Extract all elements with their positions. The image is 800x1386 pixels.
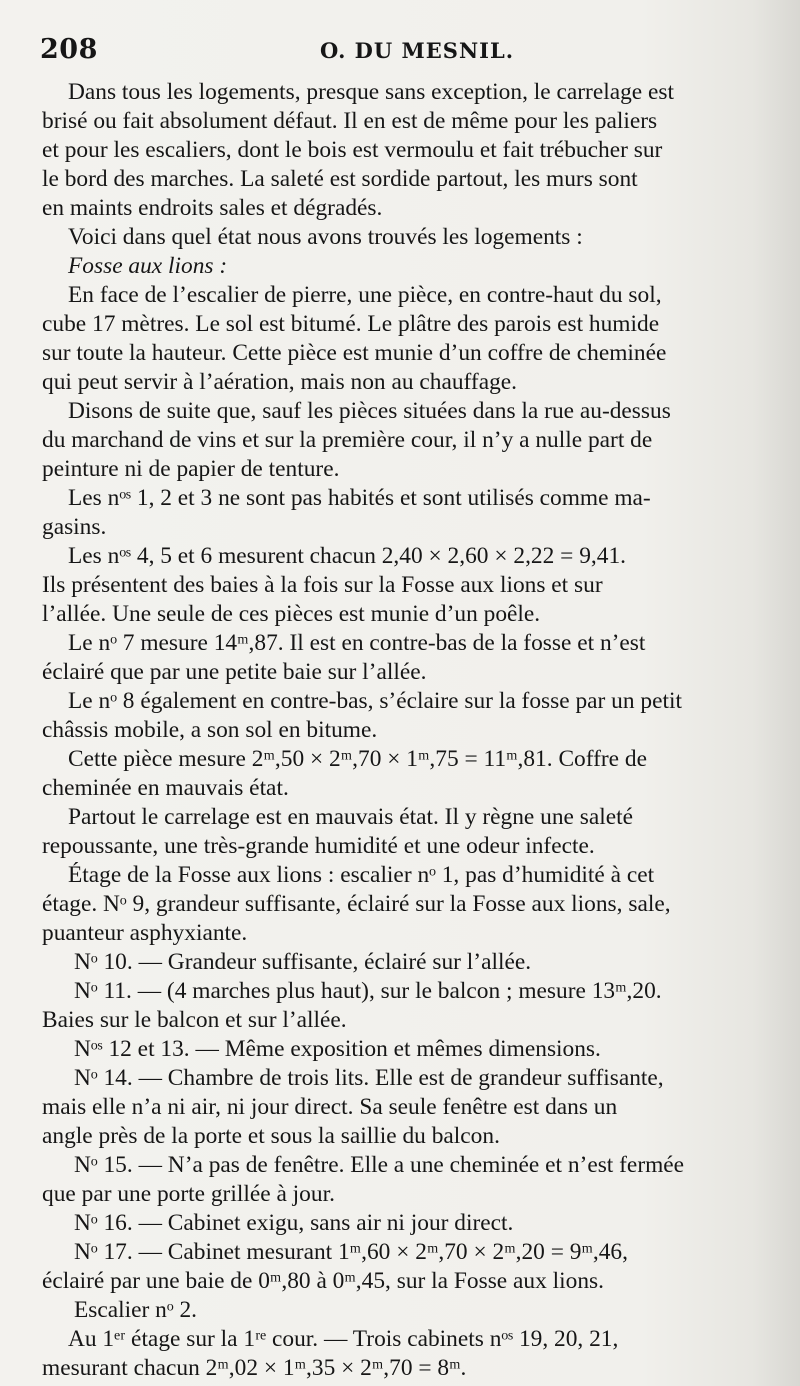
text-line: Disons de suite que, sauf les pièces situées dans la rue au-dessus <box>68 398 671 424</box>
text-line: éclairé par une baie de 0ᵐ,80 à 0ᵐ,45, sur la Fosse aux lions. <box>42 1268 604 1294</box>
text-line: Nᵒ 17. — Cabinet mesurant 1ᵐ,60 × 2ᵐ,70 × 2ᵐ,20 = 9ᵐ,46, <box>74 1239 628 1265</box>
page-header <box>40 30 760 70</box>
text-line: étage. Nᵒ 9, grandeur suffisante, éclairé sur la Fosse aux lions, sale, <box>42 891 671 917</box>
text-line: Les nᵒˢ 4, 5 et 6 mesurent chacun 2,40 × 2,60 × 2,22 = 9,41. <box>68 543 626 569</box>
text-line: Nᵒ 10. — Grandeur suffisante, éclairé sur l’allée. <box>74 949 532 975</box>
text-line: gasins. <box>42 514 107 540</box>
text-line: Les nᵒˢ 1, 2 et 3 ne sont pas habités et sont utilisés comme ma- <box>68 485 651 511</box>
text-line: Escalier nᵒ 2. <box>74 1297 197 1323</box>
text-line: Le nᵒ 8 également en contre-bas, s’éclaire sur la fosse par un petit <box>68 688 682 714</box>
text-line: éclairé que par une petite baie sur l’allée. <box>42 659 427 685</box>
text-line: sur toute la hauteur. Cette pièce est munie d’un coffre de cheminée <box>42 340 667 366</box>
body-text <box>42 78 758 1383</box>
text-line: Cette pièce mesure 2ᵐ,50 × 2ᵐ,70 × 1ᵐ,75 = 11ᵐ,81. Coffre de <box>68 746 647 772</box>
text-line: angle près de la porte et sous la saillie du balcon. <box>42 1123 500 1149</box>
text-line: Étage de la Fosse aux lions : escalier nᵒ 1, pas d’humidité à cet <box>68 862 655 888</box>
text-line: en maints endroits sales et dégradés. <box>42 195 383 221</box>
text-line: l’allée. Une seule de ces pièces est munie d’un poêle. <box>42 601 541 627</box>
text-line: Le nᵒ 7 mesure 14ᵐ,87. Il est en contre-bas de la fosse et n’est <box>68 630 646 656</box>
text-line: Nᵒ 11. — (4 marches plus haut), sur le balcon ; mesure 13ᵐ,20. <box>74 978 662 1004</box>
text-line: Voici dans quel état nous avons trouvés les logements : <box>68 224 583 250</box>
text-line: Nᵒˢ 12 et 13. — Même exposition et mêmes dimensions. <box>74 1036 601 1062</box>
text-line: cube 17 mètres. Le sol est bitumé. Le plâtre des parois est humide <box>42 311 660 337</box>
text-line: Partout le carrelage est en mauvais état. Il y règne une saleté <box>68 804 634 830</box>
text-line: Ils présentent des baies à la fois sur la Fosse aux lions et sur <box>42 572 603 598</box>
text-line: mesurant chacun 2ᵐ,02 × 1ᵐ,35 × 2ᵐ,70 = 8ᵐ. <box>42 1355 467 1381</box>
text-line: et pour les escaliers, dont le bois est vermoulu et fait trébucher sur <box>42 137 663 163</box>
text-line: qui peut servir à l’aération, mais non au chauffage. <box>42 369 517 395</box>
text-line: que par une porte grillée à jour. <box>42 1181 335 1207</box>
text-line: du marchand de vins et sur la première cour, il n’y a nulle part de <box>42 427 653 453</box>
text-line: puanteur asphyxiante. <box>42 920 248 946</box>
text-line: En face de l’escalier de pierre, une pièce, en contre-haut du sol, <box>68 282 662 308</box>
text-line: cheminée en mauvais état. <box>42 775 289 801</box>
text-line: Nᵒ 16. — Cabinet exigu, sans air ni jour direct. <box>74 1210 514 1236</box>
running-head: O. DU MESNIL. <box>320 38 515 63</box>
text-line: mais elle n’a ni air, ni jour direct. Sa seule fenêtre est dans un <box>42 1094 618 1120</box>
text-line: brisé ou fait absolument défaut. Il en est de même pour les paliers <box>42 108 658 134</box>
text-line: Baies sur le balcon et sur l’allée. <box>42 1007 347 1033</box>
text-line: peinture ni de papier de tenture. <box>42 456 340 482</box>
text-line: repoussante, une très-grande humidité et une odeur infecte. <box>42 833 595 859</box>
text-line: Au 1ᵉʳ étage sur la 1ʳᵉ cour. — Trois cabinets nᵒˢ 19, 20, 21, <box>68 1326 619 1352</box>
section-heading: Fosse aux lions : <box>68 253 228 279</box>
page-number: 208 <box>40 34 98 65</box>
text-line: le bord des marches. La saleté est sordide partout, les murs sont <box>42 166 638 192</box>
text-line: Nᵒ 14. — Chambre de trois lits. Elle est de grandeur suffisante, <box>74 1065 664 1091</box>
text-line: châssis mobile, a son sol en bitume. <box>42 717 378 743</box>
text-line: Dans tous les logements, presque sans exception, le carrelage est <box>68 79 675 105</box>
text-line: Nᵒ 15. — N’a pas de fenêtre. Elle a une cheminée et n’est fermée <box>74 1152 685 1178</box>
